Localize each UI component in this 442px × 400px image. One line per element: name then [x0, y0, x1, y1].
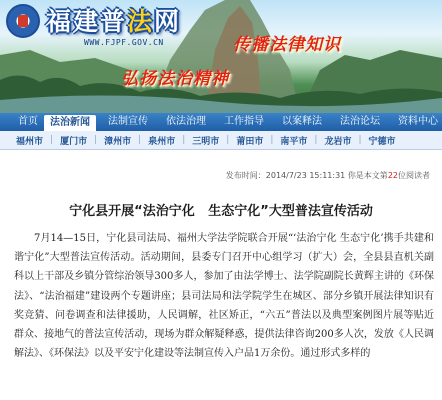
site-title-text: 福建普: [46, 7, 128, 36]
site-banner: [0, 0, 442, 113]
nav-resources[interactable]: 资料中心: [398, 116, 438, 127]
region-divider: |: [314, 135, 318, 145]
views-count: 22: [387, 171, 398, 180]
site-title[interactable]: [46, 2, 181, 38]
article-title: 宁化县开展“法治宁化 生态宁化”大型普法宣传活动: [69, 204, 373, 219]
region-link[interactable]: 泉州市: [148, 136, 176, 147]
main-nav: [0, 113, 442, 131]
nav-case-interpretation[interactable]: 以案释法: [282, 116, 322, 127]
article-body: 7月14—15日，宁化县司法局、福州大学法学院联合开展“‘法治宁化 生态宁化’携手共建和谐宁化”大型普法宣传活动。活动期间，县委专门召开中心组学习（扩大）会，全县县直机关副科以上干部及乡镇分管综治领导300多人，参加了由法学博士、法学院副院长黄辉主讲的《环保法》、“法治福建”建设两个专题讲座；县司法局和法学院学生在城区、部分乡镇开展法律知识有奖竞猜、问卷调查和法律援助，人民调解，社区矫正，“六五”普法以及典型案例图片展等贴近群众、接地气的普法宣传活动，现场为群众解疑释惑，提供法律咨询200多人次，发放《人民调解法》、《环保法》以及平安宁化建设等法制宣传入户品1万余份。通过形式多样的: [14, 233, 434, 360]
region-link[interactable]: 三明市: [192, 136, 220, 147]
nav-governance[interactable]: 依法治理: [166, 116, 206, 127]
region-link[interactable]: 厦门市: [60, 136, 88, 147]
region-link[interactable]: 莆田市: [236, 136, 264, 147]
nav-work-guidance[interactable]: 工作指导: [224, 116, 264, 127]
region-link[interactable]: 宁德市: [368, 136, 396, 147]
article-meta: [226, 170, 430, 181]
region-divider: |: [358, 135, 362, 145]
site-title-text-end: 网: [154, 7, 182, 36]
nav-forum[interactable]: 法治论坛: [340, 116, 380, 127]
nav-home[interactable]: 首页: [18, 116, 38, 127]
slogan-primary: 传播法律知识: [233, 35, 341, 55]
nav-legal-news[interactable]: 法治新闻: [44, 115, 96, 131]
slogan-secondary: 弘扬法治精神: [121, 69, 229, 89]
published-label: 发布时间：: [225, 171, 266, 180]
region-divider: |: [182, 135, 186, 145]
region-link[interactable]: 南平市: [280, 136, 308, 147]
emblem-icon: [6, 4, 40, 38]
views-prefix: 你是本文第: [347, 171, 388, 180]
region-divider: |: [94, 135, 98, 145]
region-divider: |: [226, 135, 230, 145]
region-nav: [0, 131, 442, 150]
region-divider: |: [270, 135, 274, 145]
region-link[interactable]: 福州市: [16, 136, 44, 147]
site-title-highlight: 法: [127, 7, 155, 36]
site-url: WWW.FJPF.GOV.CN: [84, 38, 164, 47]
published-time: 2014/7/23 15:11:31: [265, 171, 346, 180]
region-divider: |: [138, 135, 142, 145]
region-link[interactable]: 龙岩市: [324, 136, 352, 147]
region-divider: |: [50, 135, 54, 145]
region-link[interactable]: 漳州市: [104, 136, 132, 147]
views-suffix: 位阅读者: [398, 171, 430, 180]
nav-legal-publicity[interactable]: 法制宣传: [108, 116, 148, 127]
